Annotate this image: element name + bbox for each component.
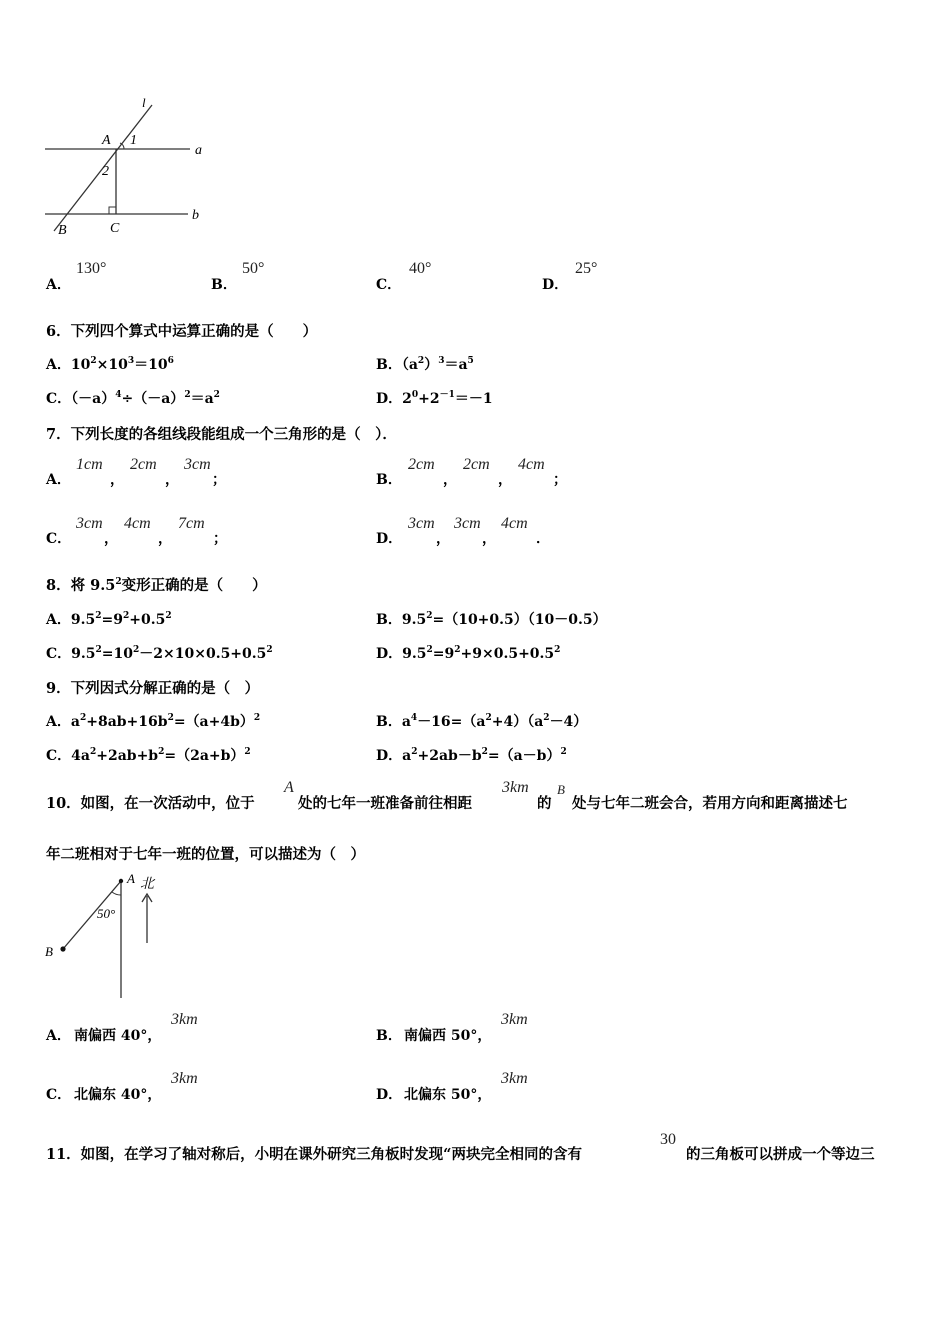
q9-option-c[interactable] xyxy=(46,745,251,765)
option-letter: C． xyxy=(46,391,72,407)
exponent: 2 xyxy=(244,747,251,757)
separator: ， xyxy=(482,531,496,547)
option-letter: C． xyxy=(46,646,72,662)
label-a: a xyxy=(195,143,202,158)
exponent: 2 xyxy=(122,611,130,621)
distance-value: 3km xyxy=(171,1070,198,1087)
term: +2ab－b xyxy=(417,748,482,764)
stem-text: 8．将 9.5 xyxy=(46,577,116,594)
term: a xyxy=(401,714,411,730)
q6-option-b[interactable] xyxy=(376,354,474,374)
term: =9 xyxy=(432,646,455,662)
option-letter: A． xyxy=(46,357,71,373)
option-text: 北偏东 40°， xyxy=(74,1087,162,1103)
option-letter: D． xyxy=(376,646,403,662)
label-B: B xyxy=(45,944,53,959)
option-value: 50° xyxy=(242,260,265,277)
term: +4）（a xyxy=(491,714,544,730)
option-letter: B． xyxy=(376,472,402,488)
q9-option-b[interactable] xyxy=(376,711,587,731)
label-B: B xyxy=(58,223,67,238)
parallel-lines-figure xyxy=(40,95,220,245)
exponent: 2 xyxy=(95,611,102,621)
term: +2 xyxy=(418,391,440,407)
option-letter: D． xyxy=(376,1087,403,1103)
exponent: 4 xyxy=(115,390,122,400)
q8-option-b[interactable] xyxy=(376,609,607,629)
exponent: 2 xyxy=(115,577,122,587)
q7-stem: 7．下列长度的各组线段能组成一个三角形的是（ ）． xyxy=(46,426,397,443)
exponent: 2 xyxy=(417,356,425,366)
angle-arc xyxy=(112,892,121,895)
term: 9.5 xyxy=(402,646,427,662)
point-B: B xyxy=(557,782,565,797)
separator: ． xyxy=(536,531,550,547)
stem-text: 年二班相对于七年一班的位置，可以描述为（ ） xyxy=(46,846,365,863)
label-A: A xyxy=(102,133,111,148)
length-value: 3cm xyxy=(76,515,103,532)
exponent: 2 xyxy=(253,713,261,723)
exponent: 2 xyxy=(89,747,97,757)
length-value: 7cm xyxy=(178,515,205,532)
exponent: 2 xyxy=(481,747,488,757)
label-C: C xyxy=(110,221,120,236)
term: ＝－1 xyxy=(454,391,493,407)
exponent: 5 xyxy=(467,356,474,366)
term: ×10 xyxy=(96,357,128,373)
exponent: 2 xyxy=(543,713,550,723)
term: =（a+4b） xyxy=(173,714,254,730)
length-value: 2cm xyxy=(408,456,435,473)
length-value: 4cm xyxy=(124,515,151,532)
exponent: 3 xyxy=(438,356,445,366)
length-value: 3cm xyxy=(408,515,435,532)
option-letter: B． xyxy=(376,1028,402,1044)
separator: ， xyxy=(443,472,457,488)
stem-text: 处与七年二班会合，若用方向和距离描述七 xyxy=(572,795,848,812)
q9-stem: 9．下列因式分解正确的是（ ） xyxy=(46,680,260,697)
exponent: －1 xyxy=(439,390,455,400)
q6-option-c[interactable] xyxy=(46,388,220,408)
option-letter: B． xyxy=(376,357,402,373)
exponent: 2 xyxy=(426,645,433,655)
term: 9.5 xyxy=(71,646,96,662)
term: 10 xyxy=(70,357,91,373)
term: ） xyxy=(424,357,439,373)
length-value: 1cm xyxy=(76,456,103,473)
term: ＝a xyxy=(190,391,214,407)
option-letter: B． xyxy=(211,277,237,293)
term: a xyxy=(402,748,412,764)
option-text: 北偏东 50°， xyxy=(404,1087,492,1103)
term: 9.5 xyxy=(70,612,96,628)
term: =9 xyxy=(101,612,123,628)
term: =10 xyxy=(101,646,133,662)
option-letter: D． xyxy=(376,748,403,764)
separator: ； xyxy=(212,472,226,488)
degree-value: 30 xyxy=(660,1131,676,1148)
term: =（a－b） xyxy=(487,748,561,764)
label-b: b xyxy=(192,208,199,223)
q8-option-d[interactable] xyxy=(376,643,560,663)
exponent: 2 xyxy=(266,645,273,655)
exponent: 2 xyxy=(411,747,418,757)
exponent: 2 xyxy=(133,645,140,655)
point-b-dot xyxy=(60,946,65,951)
q8-stem xyxy=(46,574,267,595)
option-letter: C． xyxy=(46,1087,72,1103)
option-letter: C． xyxy=(46,748,72,764)
q9-option-d[interactable] xyxy=(376,745,567,765)
exponent: 2 xyxy=(90,356,97,366)
option-letter: A． xyxy=(46,714,71,730)
right-angle-mark xyxy=(109,207,116,214)
option-value: 25° xyxy=(575,260,598,277)
exponent: 2 xyxy=(454,645,461,655)
distance-value: 3km xyxy=(501,1070,528,1087)
exponent: 2 xyxy=(165,611,172,621)
term: ＝a xyxy=(444,357,468,373)
term: 9.5 xyxy=(401,612,427,628)
term: （a xyxy=(401,357,418,373)
distance-value: 3km xyxy=(502,779,529,796)
length-value: 4cm xyxy=(501,515,528,532)
q9-option-a[interactable] xyxy=(46,711,260,731)
exponent: 2 xyxy=(554,645,561,655)
separator: ， xyxy=(104,531,118,547)
term: （－a） xyxy=(71,391,116,407)
term: －16=（a xyxy=(417,714,486,730)
label-angle: 50° xyxy=(97,906,116,921)
exponent: 2 xyxy=(485,713,492,723)
point-A: A xyxy=(284,779,294,796)
option-letter: D． xyxy=(542,277,569,293)
term: a xyxy=(70,714,80,730)
term: +2ab+b xyxy=(96,748,159,764)
option-text: 南偏西 40°， xyxy=(74,1028,162,1044)
option-letter: C． xyxy=(46,531,72,547)
distance-value: 3km xyxy=(501,1011,528,1028)
exponent: 2 xyxy=(167,713,174,723)
label-1: 1 xyxy=(130,133,137,148)
separator: ， xyxy=(165,472,179,488)
point-a-dot xyxy=(119,879,123,883)
exponent: 2 xyxy=(95,645,102,655)
separator: ， xyxy=(158,531,172,547)
exponent: 2 xyxy=(184,390,191,400)
option-letter: D． xyxy=(376,531,403,547)
term: －2×10×0.5+0.5 xyxy=(139,646,267,662)
exponent: 2 xyxy=(158,747,165,757)
distance-value: 3km xyxy=(171,1011,198,1028)
option-letter: A． xyxy=(46,277,71,293)
exponent: 2 xyxy=(560,747,567,757)
option-letter: B． xyxy=(376,714,402,730)
label-A: A xyxy=(127,871,135,886)
separator: ； xyxy=(553,472,567,488)
length-value: 3cm xyxy=(184,456,211,473)
exponent: 2 xyxy=(213,390,220,400)
option-text: 南偏西 50°， xyxy=(404,1028,492,1044)
stem-text: 变形正确的是（ ） xyxy=(121,577,267,594)
option-value: 130° xyxy=(76,260,107,277)
separator: ， xyxy=(436,531,450,547)
term: +9×0.5+0.5 xyxy=(460,646,555,662)
separator: ， xyxy=(498,472,512,488)
option-letter: C． xyxy=(376,277,402,293)
exponent: 2 xyxy=(426,611,433,621)
term: 2 xyxy=(402,391,412,407)
term: ＝10 xyxy=(134,357,168,373)
exponent: 2 xyxy=(79,713,87,723)
term: －4） xyxy=(549,714,588,730)
length-value: 4cm xyxy=(518,456,545,473)
q8-option-c[interactable] xyxy=(46,643,273,663)
q6-option-d[interactable] xyxy=(376,388,493,408)
exponent: 0 xyxy=(411,390,419,400)
label-north: 北 xyxy=(140,877,154,892)
q6-stem: 6．下列四个算式中运算正确的是（ ） xyxy=(46,323,318,340)
option-letter: A． xyxy=(46,612,71,628)
term: ÷（－a） xyxy=(121,391,185,407)
term: +8ab+16b xyxy=(86,714,168,730)
stem-text: 10．如图，在一次活动中，位于 xyxy=(46,795,255,812)
q6-option-a[interactable] xyxy=(46,354,174,374)
exponent: 4 xyxy=(410,713,418,723)
term: =（2a+b） xyxy=(164,748,245,764)
stem-text: 的三角板可以拼成一个等边三 xyxy=(686,1146,875,1163)
length-value: 2cm xyxy=(130,456,157,473)
direction-figure xyxy=(40,868,180,1003)
option-letter: B． xyxy=(376,612,402,628)
term: =（10+0.5）（10－0.5） xyxy=(432,612,607,628)
option-value: 40° xyxy=(409,260,432,277)
length-value: 2cm xyxy=(463,456,490,473)
option-letter: D． xyxy=(376,391,403,407)
q8-option-a[interactable] xyxy=(46,609,172,629)
length-value: 3cm xyxy=(454,515,481,532)
option-letter: A． xyxy=(46,1028,71,1044)
label-l: l xyxy=(142,95,146,110)
term: +0.5 xyxy=(129,612,166,628)
option-letter: A． xyxy=(46,472,71,488)
term: 4a xyxy=(71,748,90,764)
label-2: 2 xyxy=(102,164,109,179)
exponent: 6 xyxy=(167,356,174,366)
exponent: 3 xyxy=(127,356,135,366)
separator: ， xyxy=(110,472,124,488)
stem-text: 的 xyxy=(537,795,552,812)
stem-text: 11．如图，在学习了轴对称后，小明在课外研究三角板时发现“两块完全相同的含有 xyxy=(46,1146,583,1163)
separator: ； xyxy=(213,531,227,547)
stem-text: 处的七年一班准备前往相距 xyxy=(298,795,472,812)
